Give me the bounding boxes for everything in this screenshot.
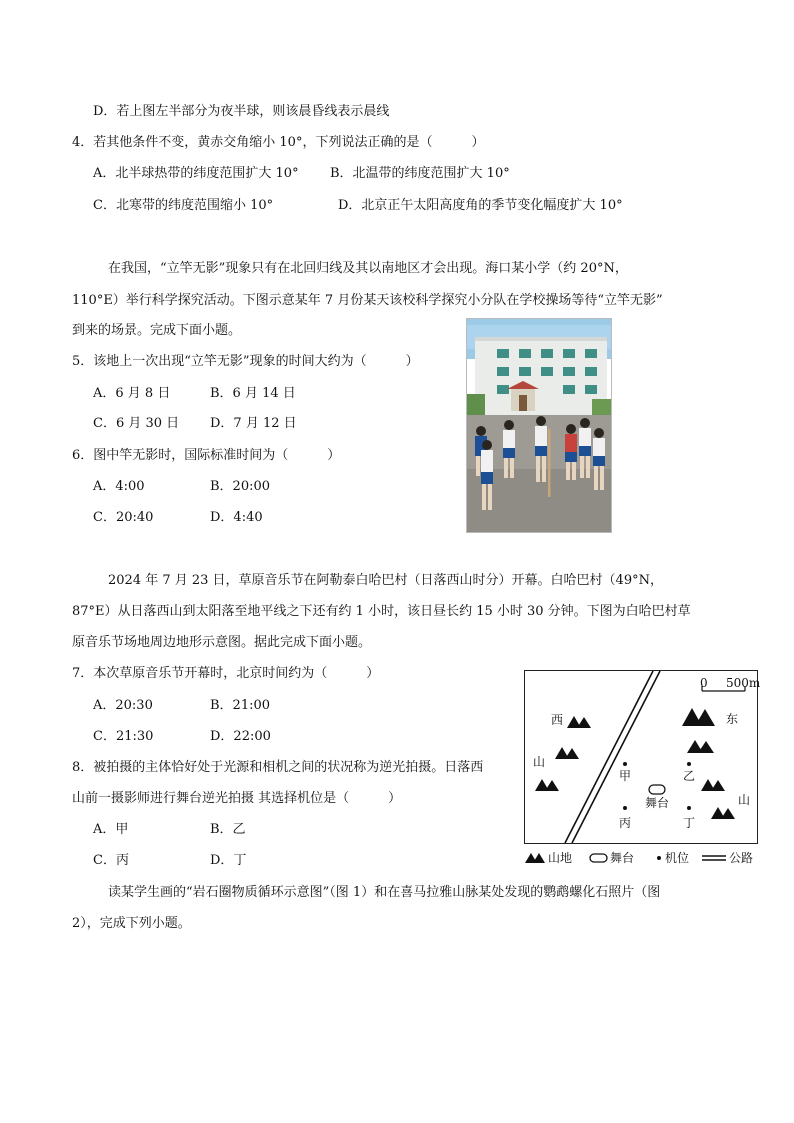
q6-option-c: C．20:40 bbox=[93, 510, 154, 525]
q6-option-a: A．4:00 bbox=[93, 479, 145, 494]
passage-2-line-1: 2024 年 7 月 23 日，草原音乐节在阿勒泰白哈巴村（日落西山时分）开幕。白哈巴村（49°N， bbox=[108, 573, 663, 588]
q7-option-b: B．21:00 bbox=[210, 698, 271, 713]
q6-option-d: D．4:40 bbox=[210, 510, 263, 525]
stage-icon bbox=[649, 785, 665, 794]
map-label-east-1: 东 bbox=[726, 712, 739, 726]
passage-2-line-3: 原音乐节场地周边地形示意图。据此完成下面小题。 bbox=[72, 635, 372, 650]
map-label-east-2: 山 bbox=[738, 793, 751, 807]
map-label-jia: 甲 bbox=[619, 769, 632, 783]
map-label-west-2: 山 bbox=[533, 755, 546, 769]
q4-option-d: D．北京正午太阳高度角的季节变化幅度扩大 10° bbox=[338, 198, 623, 213]
q8-option-b: B．乙 bbox=[210, 822, 246, 837]
legend-mountain-label: 山地 bbox=[548, 851, 573, 865]
legend-road-label: 公路 bbox=[729, 851, 754, 865]
q5-option-a: A．6 月 8 日 bbox=[93, 386, 171, 401]
question-6: 6．图中竿无影时，国际标准时间为（ ） bbox=[72, 448, 341, 463]
q8-option-c: C．丙 bbox=[93, 853, 129, 868]
passage-1-line-1: 在我国，“立竿无影”现象只有在北回归线及其以南地区才会出现。海口某小学（约 20°N， bbox=[108, 261, 628, 276]
question-5: 5．该地上一次出现“立竿无影”现象的时间大约为（ ） bbox=[72, 354, 419, 369]
q3-option-d: D．若上图左半部分为夜半球，则该晨昏线表示晨线 bbox=[93, 104, 390, 119]
q6-option-b: B．20:00 bbox=[210, 479, 271, 494]
mountain-icon bbox=[535, 708, 735, 819]
passage-2-line-2: 87°E）从日落西山到太阳落至地平线之下还有约 1 小时，该日昼长约 15 小时 30 分钟。下图为白哈巴村草 bbox=[72, 604, 691, 619]
map-label-stage: 舞台 bbox=[645, 796, 670, 810]
passage-1-line-2: 110°E）举行科学探究活动。下图示意某年 7 月份某天该校科学探究小分队在学校操场等待“立竿无影” bbox=[72, 293, 663, 308]
map-legend bbox=[524, 850, 764, 866]
terrain-map bbox=[524, 670, 761, 844]
q5-option-d: D．7 月 12 日 bbox=[210, 416, 297, 431]
passage-1-line-3: 到来的场景。完成下面小题。 bbox=[72, 323, 242, 338]
question-4: 4．若其他条件不变，黄赤交角缩小 10°，下列说法正确的是（ ） bbox=[72, 135, 485, 150]
map-label-ding: 丁 bbox=[683, 816, 696, 830]
question-7: 7．本次草原音乐节开幕时，北京时间约为（ ） bbox=[72, 666, 380, 681]
q8-option-d: D．丁 bbox=[210, 853, 247, 868]
map-label-west-1: 西 bbox=[551, 713, 564, 727]
map-label-yi: 乙 bbox=[683, 769, 696, 783]
q8-option-a: A．甲 bbox=[93, 822, 129, 837]
schoolyard-photo bbox=[466, 318, 612, 533]
map-scale-zero: 0 bbox=[700, 676, 708, 690]
q4-option-a: A．北半球热带的纬度范围扩大 10° bbox=[93, 166, 299, 181]
question-8-line-1: 8．被拍摄的主体恰好处于光源和相机之间的状况称为逆光拍摄。日落西 bbox=[72, 760, 484, 775]
q5-option-c: C．6 月 30 日 bbox=[93, 416, 180, 431]
map-scale-distance: 500m bbox=[726, 676, 761, 690]
q7-option-d: D．22:00 bbox=[210, 729, 271, 744]
q5-option-b: B．6 月 14 日 bbox=[210, 386, 296, 401]
passage-3-line-2: 2），完成下列小题。 bbox=[72, 916, 191, 931]
q4-option-c: C．北寒带的纬度范围缩小 10° bbox=[93, 198, 274, 213]
question-8-line-2: 山前一摄影师进行舞台逆光拍摄 其选择机位是（ ） bbox=[72, 791, 402, 806]
q4-option-b: B．北温带的纬度范围扩大 10° bbox=[330, 166, 510, 181]
legend-stage-label: 舞台 bbox=[610, 851, 635, 865]
map-label-bing: 丙 bbox=[619, 816, 632, 830]
passage-3-line-1: 读某学生画的“岩石圈物质循环示意图”（图 1）和在喜马拉雅山脉某处发现的鹦鹉螺化石照片（图 bbox=[108, 885, 661, 900]
legend-position-label: 机位 bbox=[665, 851, 690, 865]
q7-option-a: A．20:30 bbox=[93, 698, 153, 713]
q7-option-c: C．21:30 bbox=[93, 729, 154, 744]
